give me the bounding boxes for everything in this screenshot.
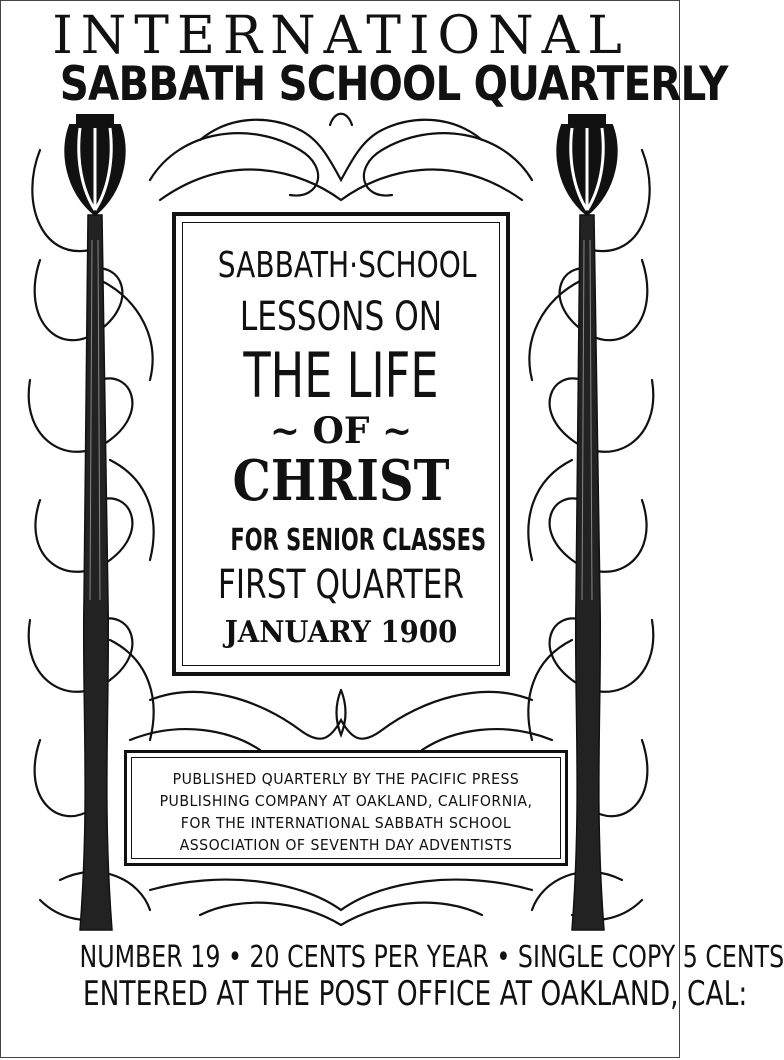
footer-entry-line: ENTERED AT THE POST OFFICE AT OAKLAND, CAL: [82,974,748,1014]
publisher-box-inner-rule [131,757,561,859]
panel-line-the-life: THE LIFE [243,339,439,412]
publisher-line: PUBLISHING COMPANY AT OAKLAND, CALIFORNIA, [159,792,533,810]
title-panel-inner-rule [182,222,500,666]
panel-line-sabbath-school: SABBATH·SCHOOL [217,245,477,286]
masthead-line-2: SABBATH SCHOOL QUARTERLY [59,57,728,112]
publisher-box [124,750,568,866]
publisher-line: FOR THE INTERNATIONAL SABBATH SCHOOL [180,814,512,832]
footer-price-line: NUMBER 19 • 20 CENTS PER YEAR • SINGLE COPY 5 CENTS [79,940,784,975]
panel-line-senior-classes: FOR SENIOR CLASSES [230,523,487,558]
publisher-line: ASSOCIATION OF SEVENTH DAY ADVENTISTS [179,836,513,854]
panel-line-christ: CHRIST [232,448,450,514]
panel-line-of: ~ OF ~ [269,410,413,452]
title-panel [172,212,510,676]
panel-line-lessons-on: LESSONS ON [239,294,443,340]
masthead-line-1: INTERNATIONAL [52,6,630,66]
publisher-line: PUBLISHED QUARTERLY BY THE PACIFIC PRESS [172,770,520,788]
left-torch-icon [65,114,124,930]
panel-line-date: JANUARY 1900 [224,615,458,650]
panel-line-first-quarter: FIRST QUARTER [217,562,465,608]
